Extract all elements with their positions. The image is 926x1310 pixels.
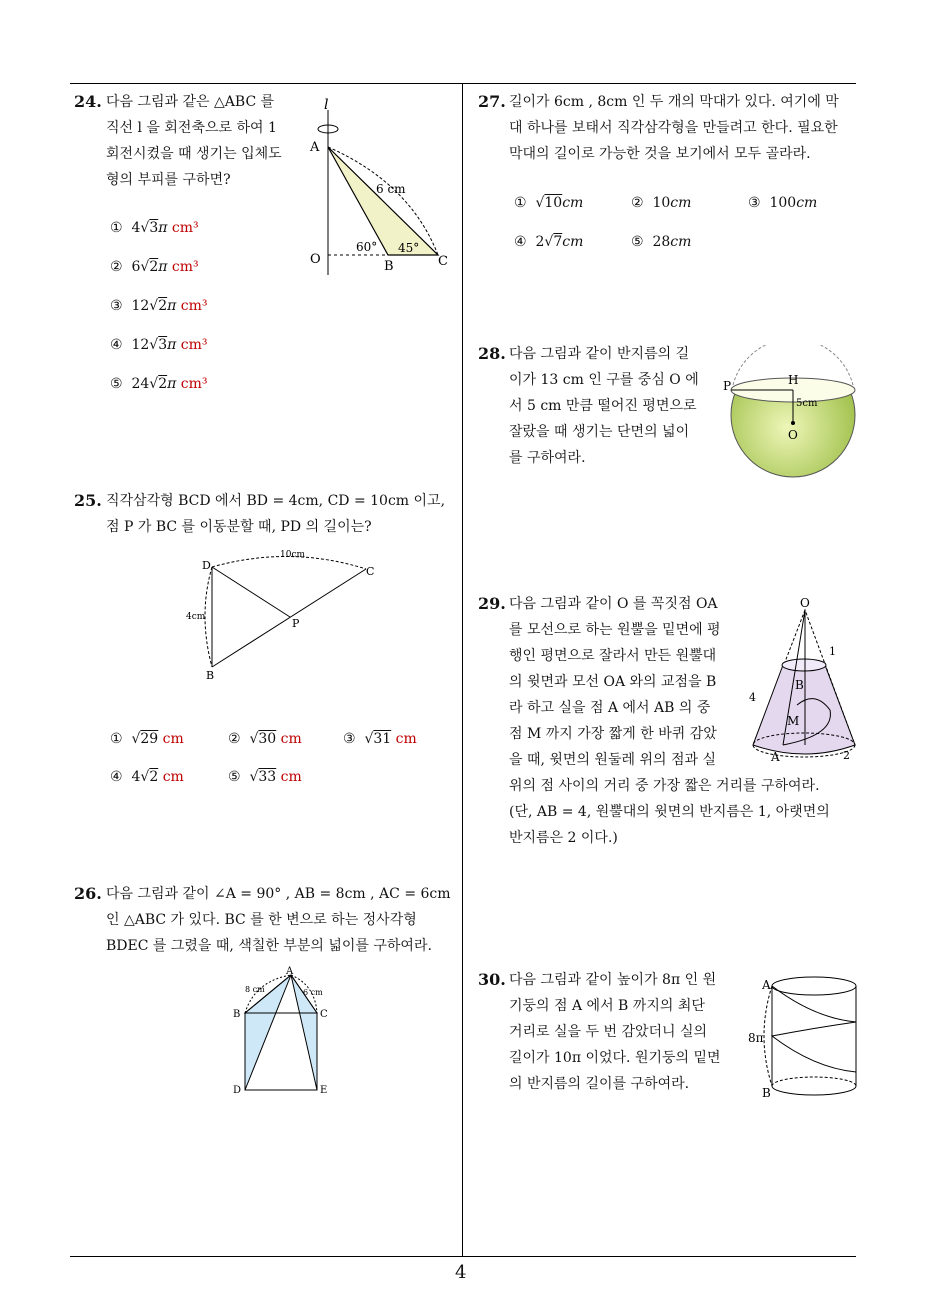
sqrt-icon: √ — [149, 376, 159, 392]
choice-pi: π — [158, 259, 168, 275]
label-ab: 8 cm — [245, 985, 265, 994]
problem-line: 를 모선으로 하는 원뿔을 밑면에 평 — [509, 622, 721, 638]
choice-mark: ⑤ — [110, 376, 123, 392]
page-number: 4 — [455, 1262, 467, 1283]
label-D: D — [202, 559, 211, 572]
label-r1: 1 — [829, 645, 836, 658]
problem-line: 잘랐을 때 생기는 단면의 넓이 — [509, 424, 690, 440]
square-triangle-figure — [225, 965, 340, 1100]
label-B: B — [384, 259, 394, 274]
problem-line: (단, AB = 4, 원뿔대의 윗면의 반지름은 1, 아랫면의 — [509, 804, 830, 820]
choice-unit: cm — [395, 731, 417, 747]
choice-mark: ① — [110, 220, 123, 236]
sqrt-icon: √ — [140, 769, 150, 785]
label-C: C — [320, 1009, 328, 1020]
choice-unit: cm — [280, 731, 302, 747]
problem-number: 28. — [478, 344, 506, 363]
cylinder-figure — [748, 972, 863, 1102]
sqrt-icon: √ — [140, 259, 150, 275]
label-s: 4 — [749, 691, 756, 704]
label-A: A — [771, 750, 780, 764]
problem-line: 를 구하여라. — [509, 450, 586, 466]
problem-number: 30. — [478, 970, 506, 989]
sqrt-icon: √ — [364, 731, 374, 747]
problem-text — [509, 341, 699, 471]
problem-number: 29. — [478, 594, 506, 613]
choice-coef: 24 — [131, 376, 150, 392]
problem-line: 다음 그림과 같이 O 를 꼭짓점 OA — [509, 596, 718, 612]
choice-radicand: 30 — [258, 731, 277, 747]
choice-unit: cm — [280, 769, 302, 785]
choice-coef: 12 — [131, 337, 150, 353]
choice-unit: cm — [162, 731, 184, 747]
problem-line: 직각삼각형 BCD 에서 BD = 4cm, CD = 10cm 이고, — [106, 493, 446, 509]
sqrt-icon: √ — [149, 298, 159, 314]
choice-4[interactable] — [110, 337, 208, 353]
choice-unit: cm³ — [180, 376, 208, 392]
choice-unit: cm — [670, 195, 692, 211]
sqrt-icon: √ — [544, 234, 554, 250]
choice-mark: ② — [631, 195, 644, 211]
problem-text — [106, 89, 282, 193]
choice-unit: cm³ — [171, 220, 199, 236]
choice-1[interactable] — [110, 220, 199, 236]
choice-pi: π — [167, 337, 177, 353]
label-angle-45: 45° — [398, 241, 420, 255]
problem-line: 직선 l 을 회전축으로 하여 1 — [106, 120, 277, 136]
problem-line: 의 윗면과 모선 OA 와의 교점을 B — [509, 674, 717, 690]
choice-mark: ④ — [514, 234, 527, 250]
label-D: D — [233, 1085, 242, 1096]
problem-line: 다음 그림과 같이 ∠A = 90° , AB = 8cm , AC = 6cm — [106, 886, 451, 902]
label-H: H — [788, 373, 799, 387]
choice-coef: 10 — [652, 195, 671, 211]
label-A: A — [286, 966, 294, 977]
choice-2[interactable] — [110, 259, 199, 275]
choice-radicand: 2 — [158, 298, 168, 314]
choice-unit: cm³ — [180, 298, 208, 314]
label-P: P — [292, 617, 300, 630]
column-divider — [462, 83, 463, 1256]
choice-radicand: 10 — [544, 195, 563, 211]
choice-radicand: 3 — [158, 337, 168, 353]
problem-line: 다음 그림과 같이 높이가 8π 인 원 — [509, 972, 717, 988]
label-E: E — [320, 1085, 328, 1096]
problem-line: 라 하고 실을 점 A 에서 AB 의 중 — [509, 700, 711, 716]
problem-line: 점 M 까지 가장 짧게 한 바퀴 감았 — [509, 726, 717, 742]
label-height: 8π — [748, 1031, 764, 1045]
sqrt-icon: √ — [140, 220, 150, 236]
choice-mark: ⑤ — [631, 234, 644, 250]
choice-unit: cm³ — [171, 259, 199, 275]
problem-line: 회전시켰을 때 생기는 입체도 — [106, 146, 282, 162]
choice-radicand: 2 — [149, 769, 159, 785]
choice-4[interactable] — [514, 234, 583, 250]
problem-line: 반지름은 2 이다.) — [509, 830, 618, 846]
choice-radicand: 3 — [149, 220, 159, 236]
problem-line: 을 때, 윗면의 원둘레 위의 점과 실 — [509, 752, 716, 768]
choice-3[interactable] — [110, 298, 208, 314]
label-angle-60: 60° — [356, 240, 378, 254]
label-B: B — [233, 1009, 241, 1020]
choice-coef: 100 — [769, 195, 797, 211]
choice-coef: 6 — [131, 259, 141, 275]
choice-5[interactable] — [228, 769, 302, 785]
choice-pi: π — [167, 298, 177, 314]
label-top-length: 10cm — [280, 550, 306, 560]
problem-number: 26. — [74, 884, 102, 903]
choice-unit: cm — [796, 195, 818, 211]
label-B: B — [762, 1086, 771, 1100]
choice-unit: cm³ — [180, 337, 208, 353]
bottom-rule — [70, 1256, 856, 1257]
choice-mark: ① — [110, 731, 123, 747]
label-r2: 2 — [843, 749, 850, 762]
sqrt-icon: √ — [249, 731, 259, 747]
choice-unit: cm — [562, 195, 584, 211]
choice-coef: 28 — [652, 234, 671, 250]
problem-text — [509, 967, 721, 1097]
choice-3[interactable] — [343, 731, 417, 747]
choice-pi: π — [158, 220, 168, 236]
choice-radicand: 33 — [258, 769, 277, 785]
choice-coef: 4 — [131, 769, 141, 785]
problem-line: 인 △ABC 가 있다. BC 를 한 변으로 하는 정사각형 — [106, 912, 417, 928]
choice-unit: cm — [562, 234, 584, 250]
problem-line: 이가 13 cm 인 구를 중심 O 에 — [509, 372, 699, 388]
problem-line: 서 5 cm 만큼 떨어진 평면으로 — [509, 398, 697, 414]
choice-coef: 2 — [535, 234, 545, 250]
choice-mark: ③ — [748, 195, 761, 211]
label-O: O — [310, 252, 321, 267]
sphere-section-figure — [718, 345, 858, 480]
label-ac: 6 cm — [303, 988, 323, 997]
sqrt-icon: √ — [131, 731, 141, 747]
label-side-length: 4cm — [186, 612, 206, 622]
choice-2[interactable] — [631, 195, 691, 211]
choice-3[interactable] — [748, 195, 817, 211]
label-B: B — [795, 678, 804, 692]
choice-1[interactable] — [514, 195, 583, 211]
choice-5[interactable] — [110, 376, 208, 392]
choice-radicand: 31 — [373, 731, 392, 747]
choice-radicand: 2 — [158, 376, 168, 392]
problem-line: 다음 그림과 같이 반지름의 길 — [509, 346, 690, 362]
problem-line: 행인 평면으로 잘라서 만든 원뿔대 — [509, 648, 717, 664]
choice-1[interactable] — [110, 731, 184, 747]
choice-mark: ④ — [110, 337, 123, 353]
label-distance: 5cm — [796, 398, 818, 409]
problem-line: 거리로 실을 두 번 감았더니 실의 — [509, 1024, 708, 1040]
label-O: O — [788, 428, 798, 442]
choice-mark: ① — [514, 195, 527, 211]
top-rule — [70, 83, 856, 84]
label-M: M — [787, 714, 800, 728]
choice-mark: ④ — [110, 769, 123, 785]
frustum-figure — [745, 595, 860, 770]
problem-number: 27. — [478, 92, 506, 111]
choice-5[interactable] — [631, 234, 691, 250]
problem-text — [509, 89, 839, 167]
problem-number: 24. — [74, 92, 102, 111]
label-C: C — [438, 254, 448, 269]
choice-4[interactable] — [110, 769, 184, 785]
label-length: 6 cm — [376, 182, 406, 196]
label-A: A — [310, 140, 320, 155]
choice-mark: ② — [110, 259, 123, 275]
problem-text — [106, 881, 451, 959]
label-O: O — [800, 596, 810, 610]
problem-line: BDEC 를 그렸을 때, 색칠한 부분의 넓이를 구하여라. — [106, 938, 432, 954]
choice-radicand: 2 — [149, 259, 159, 275]
choice-2[interactable] — [228, 731, 302, 747]
label-B: B — [206, 669, 215, 682]
problem-line: 다음 그림과 같은 △ABC 를 — [106, 94, 275, 110]
label-l: l — [324, 97, 329, 113]
choice-mark: ③ — [110, 298, 123, 314]
problem-line: 막대의 길이로 가능한 것을 보기에서 모두 골라라. — [509, 146, 811, 162]
choice-radicand: 7 — [553, 234, 563, 250]
choice-mark: ③ — [343, 731, 356, 747]
problem-line: 대 하나를 보태서 직각삼각형을 만들려고 한다. 필요한 — [509, 120, 838, 136]
label-P: P — [723, 379, 732, 393]
sqrt-icon: √ — [535, 195, 545, 211]
problem-line: 형의 부피를 구하면? — [106, 172, 231, 188]
label-C: C — [366, 565, 375, 578]
problem-number: 25. — [74, 491, 102, 510]
problem-line: 길이가 6cm , 8cm 인 두 개의 막대가 있다. 여기에 막 — [509, 94, 839, 110]
problem-line: 길이가 10π 이었다. 원기둥의 밑면 — [509, 1050, 721, 1066]
right-triangle-figure — [180, 545, 380, 685]
problem-line: 점 P 가 BC 를 이동분할 때, PD 의 길이는? — [106, 519, 372, 535]
problem-line: 의 반지름의 길이를 구하여라. — [509, 1076, 690, 1092]
choice-pi: π — [167, 376, 177, 392]
choice-coef: 4 — [131, 220, 141, 236]
choice-coef: 12 — [131, 298, 150, 314]
choice-radicand: 29 — [140, 731, 159, 747]
sqrt-icon: √ — [249, 769, 259, 785]
choice-mark: ② — [228, 731, 241, 747]
triangle-rotation-figure — [300, 95, 460, 280]
problem-line: 위의 점 사이의 거리 중 가장 짧은 거리를 구하여라. — [509, 778, 820, 794]
problem-text — [106, 488, 445, 540]
problem-line: 기둥의 점 A 에서 B 까지의 최단 — [509, 998, 705, 1014]
choice-mark: ⑤ — [228, 769, 241, 785]
choice-unit: cm — [670, 234, 692, 250]
choice-unit: cm — [162, 769, 184, 785]
label-A: A — [762, 978, 771, 992]
sqrt-icon: √ — [149, 337, 159, 353]
